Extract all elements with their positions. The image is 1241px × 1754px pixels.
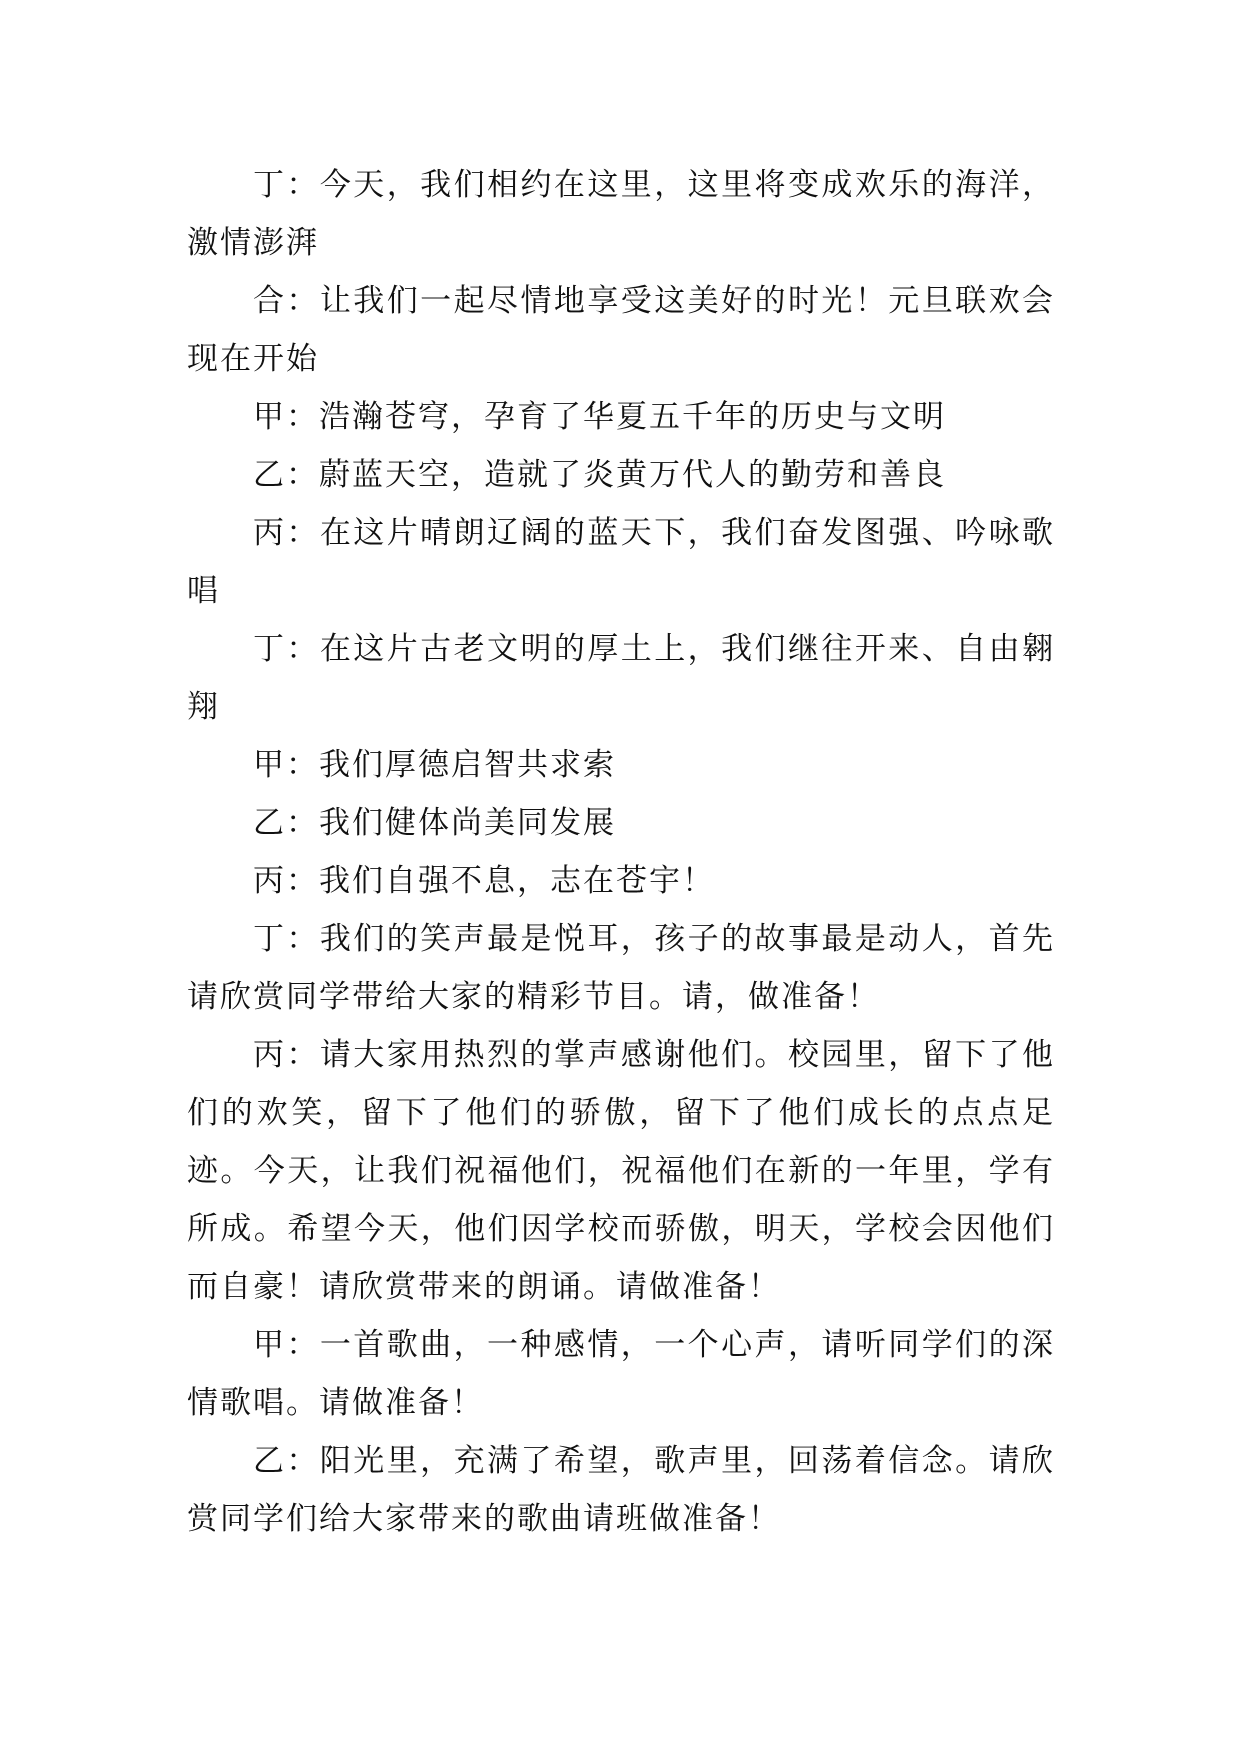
document-body bbox=[187, 156, 1055, 1548]
paragraph-1: 丁：今天，我们相约在这里，这里将变成欢乐的海洋，激情澎湃 bbox=[187, 167, 1055, 261]
paragraph-13: 乙：阳光里，充满了希望，歌声里，回荡着信念。请欣赏同学们给大家带来的歌曲请班做准备！ bbox=[187, 1443, 1055, 1537]
paragraph-6: 丁：在这片古老文明的厚土上，我们继往开来、自由翱翔 bbox=[187, 631, 1055, 725]
paragraph-10: 丁：我们的笑声最是悦耳，孩子的故事最是动人，首先请欣赏同学带给大家的精彩节目。请，做准备！ bbox=[187, 921, 1055, 1015]
paragraph-12: 甲：一首歌曲，一种感情，一个心声，请听同学们的深情歌唱。请做准备！ bbox=[187, 1327, 1055, 1421]
paragraph-9: 丙：我们自强不息，志在苍宇！ bbox=[253, 863, 715, 899]
paragraph-11: 丙：请大家用热烈的掌声感谢他们。校园里，留下了他们的欢笑，留下了他们的骄傲，留下了他们成长的点点足迹。今天，让我们祝福他们，祝福他们在新的一年里，学有所成。希望今天，他们因学校而骄傲，明天，学校会因他们而自豪！请欣赏带来的朗诵。请做准备！ bbox=[187, 1037, 1055, 1305]
paragraph-5: 丙：在这片晴朗辽阔的蓝天下，我们奋发图强、吟咏歌唱 bbox=[187, 515, 1055, 609]
paragraph-7: 甲：我们厚德启智共求索 bbox=[253, 747, 616, 783]
paragraph-2: 合：让我们一起尽情地享受这美好的时光！元旦联欢会现在开始 bbox=[187, 283, 1055, 377]
paragraph-8: 乙：我们健体尚美同发展 bbox=[253, 805, 616, 841]
paragraph-3: 甲：浩瀚苍穹，孕育了华夏五千年的历史与文明 bbox=[253, 399, 946, 435]
paragraph-4: 乙：蔚蓝天空，造就了炎黄万代人的勤劳和善良 bbox=[253, 457, 946, 493]
